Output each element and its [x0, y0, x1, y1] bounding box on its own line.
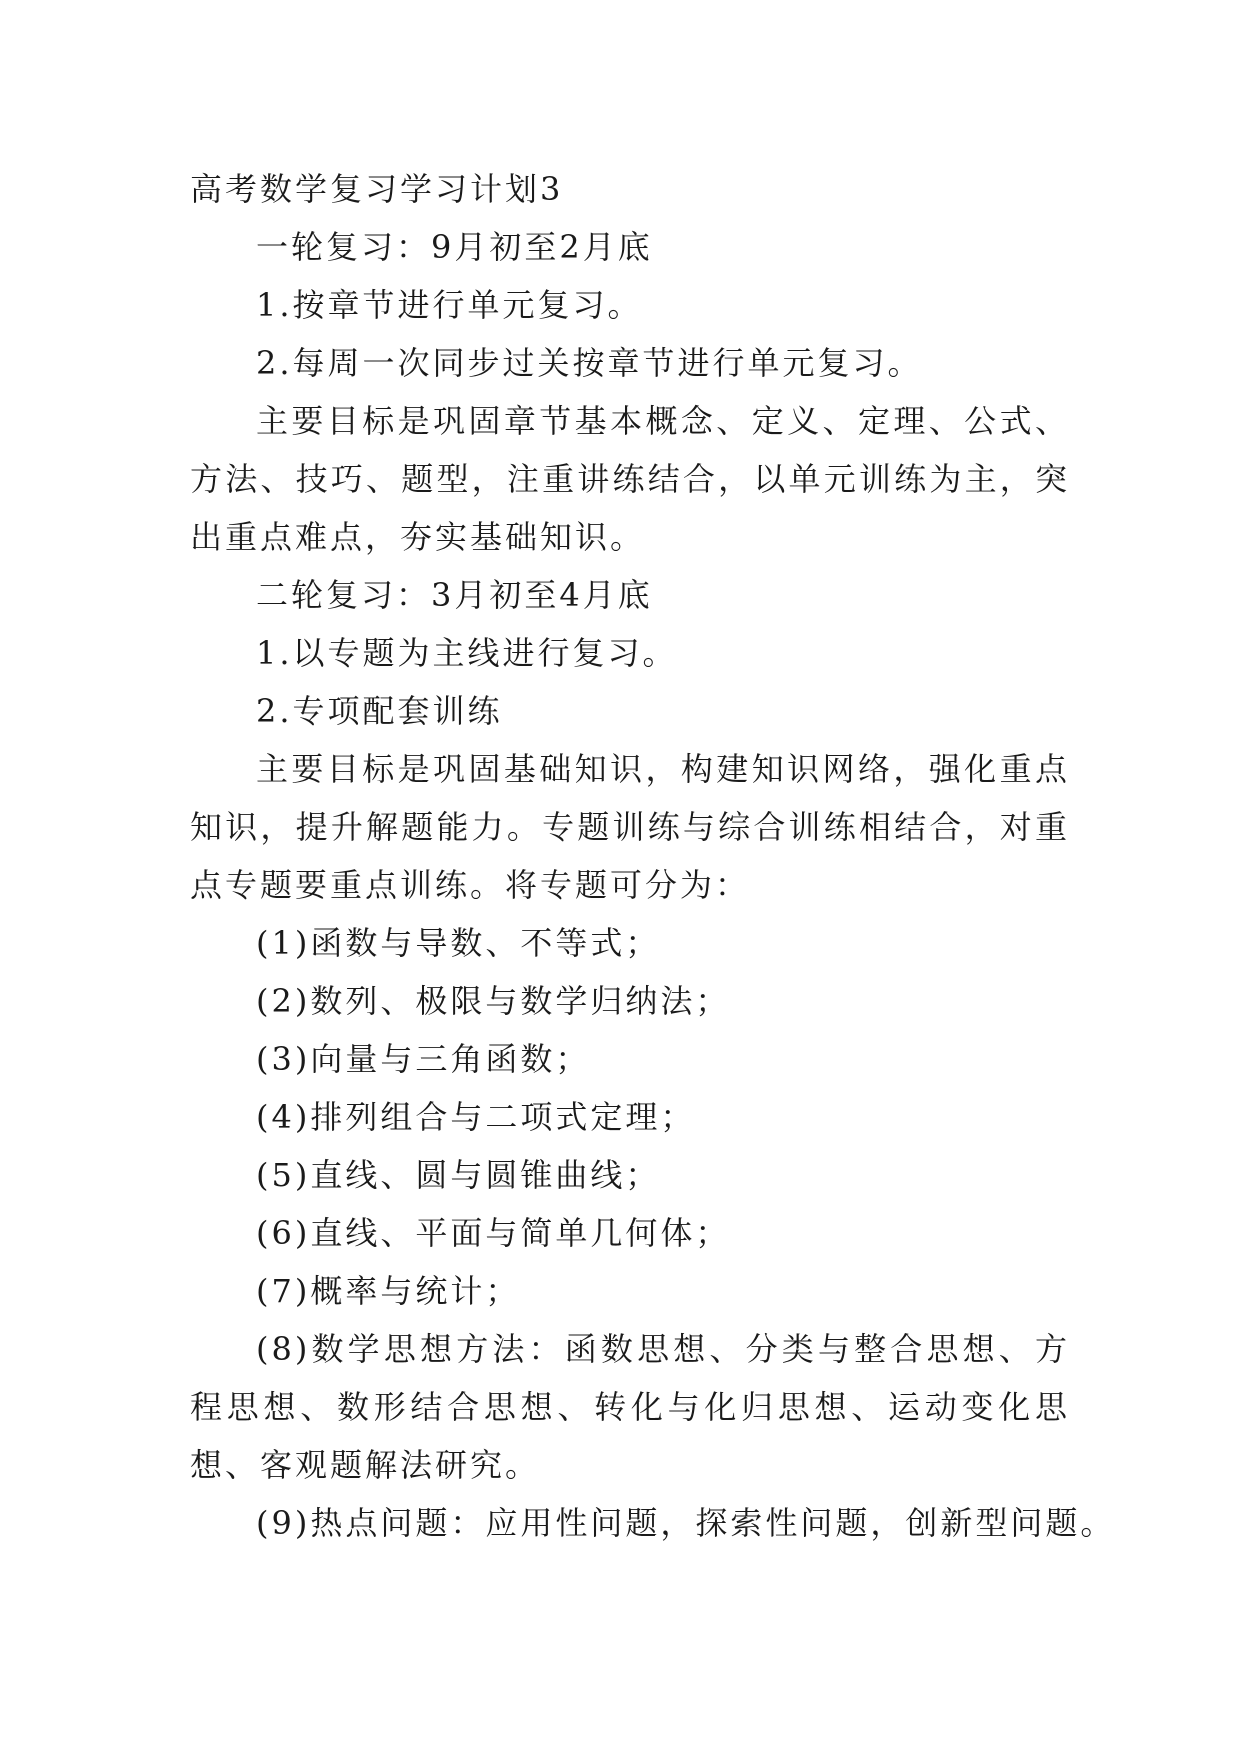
round2-item-1: 1.以专题为主线进行复习。 — [256, 634, 678, 672]
topic-item: (3)向量与三角函数； — [256, 1040, 591, 1078]
round1-item-2: 2.每周一次同步过关按章节进行单元复习。 — [256, 344, 923, 382]
document-body — [190, 160, 1116, 1552]
round2-heading: 二轮复习：3月初至4月底 — [256, 576, 653, 614]
round2-goal-paragraph: 主要目标是巩固基础知识，构建知识网络，强化重点知识，提升解题能力。专题训练与综合训练相结合，对重点专题要重点训练。将专题可分为： — [190, 750, 1070, 904]
topic-item: (4)排列组合与二项式定理； — [256, 1098, 696, 1136]
topic-item: (7)概率与统计； — [256, 1272, 521, 1310]
round2-item-2: 2.专项配套训练 — [256, 692, 503, 730]
round1-heading: 一轮复习：9月初至2月底 — [256, 228, 653, 266]
topic-item: (6)直线、平面与简单几何体； — [256, 1214, 731, 1252]
topic-item: (2)数列、极限与数学归纳法； — [256, 982, 731, 1020]
round1-item-1: 1.按章节进行单元复习。 — [256, 286, 643, 324]
topic-item-thinking-methods: (8)数学思想方法：函数思想、分类与整合思想、方程思想、数形结合思想、转化与化归思想、运动变化思想、客观题解法研究。 — [190, 1330, 1070, 1484]
document-title: 高考数学复习学习计划3 — [190, 170, 564, 208]
round1-goal-paragraph: 主要目标是巩固章节基本概念、定义、定理、公式、方法、技巧、题型，注重讲练结合，以单元训练为主，突出重点难点，夯实基础知识。 — [190, 402, 1070, 556]
topic-item-hot-issues: (9)热点问题：应用性问题，探索性问题，创新型问题。 — [256, 1504, 1116, 1542]
topic-item: (1)函数与导数、不等式； — [256, 924, 661, 962]
topic-item: (5)直线、圆与圆锥曲线； — [256, 1156, 661, 1194]
